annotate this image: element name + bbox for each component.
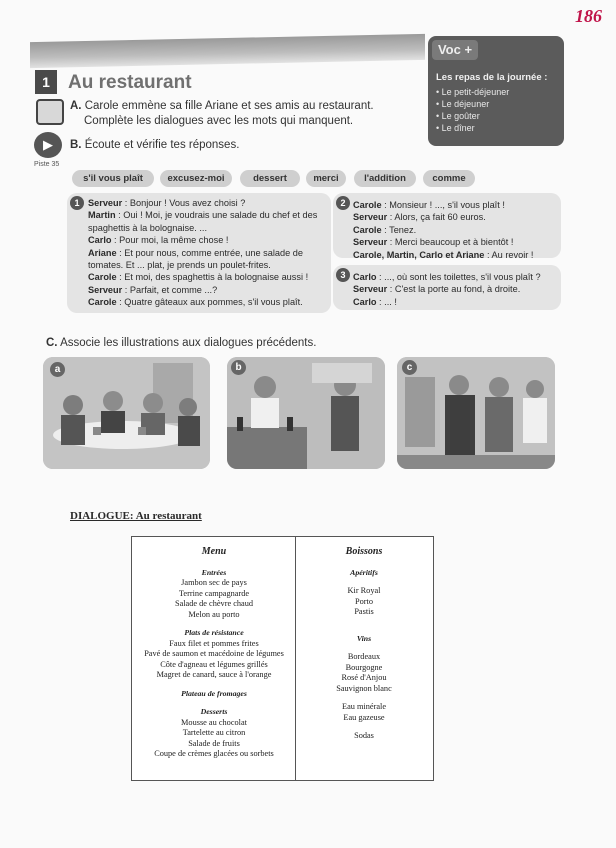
menu-item: Eau minérale [342,702,386,711]
menu-item: Porto [355,596,373,606]
menu-item: Bourgogne [345,662,383,672]
menu-section-title: Entrées [201,567,227,577]
dialogue-line: Carlo : ... ! [353,296,397,307]
illustration-a [43,357,210,469]
dialogue-line: Carole, Martin, Carlo et Ariane : Au revoir ! [353,249,534,260]
menu-item: Magret de canard, sauce à l'orange [156,670,272,679]
dialogue-title: DIALOGUE: Au restaurant [70,510,202,522]
menu-item: Sauvignon blanc [336,683,392,693]
menu-food-column [134,547,294,760]
word-bank-item: comme [423,170,475,187]
instruction-b [70,139,239,151]
word-bank-item: merci [306,170,346,187]
page-number: 186 [575,6,602,26]
vocab-item: • Le petit-déjeuner [436,87,510,97]
menu-section-title: Desserts [200,707,228,716]
lesson-number-badge: 1 [35,70,57,94]
lesson-title: Au restaurant [68,72,192,93]
dialogue-line: Serveur : Parfait, et comme ...? [88,284,218,295]
dialogue-3-number: 3 [336,268,350,282]
dialogue-line: Carole : Et moi, des spaghettis à la bolognaise aussi ! [88,272,309,283]
menu-section-title: Plats de résistance [184,628,244,637]
vocab-item: • Le dîner [436,123,475,133]
illustration-c-label: c [402,360,417,375]
track-label: Piste 35 [34,161,60,168]
dialogue-2-number: 2 [336,196,350,210]
menu-item: Faux filet et pommes frites [169,638,259,648]
illustration-b [227,357,385,469]
instruction-b-text: Écoute et vérifie tes réponses. [84,139,240,151]
cash-desk-illustration [227,357,385,469]
menu-drinks-column [298,547,430,742]
menu-section-title: Plateau de fromages [181,688,247,698]
dialogue-line: Carlo : ..., où sont les toilettes, s'il vous plaît ? [353,272,541,282]
vocab-item: • Le déjeuner [436,99,490,109]
dialogue-line: Martin : Oui ! Moi, je voudrais une salade du chef et des spaghettis à la bolognaise. ... [88,210,318,233]
dialogue-3 [353,271,559,308]
vocab-title: Les repas de la journée : [436,72,548,83]
dialogue-line: Serveur : Alors, ça fait 60 euros. [353,212,486,223]
instruction-b-label: B. [70,139,82,151]
header-band [30,34,425,68]
dialogue-line: Carlo : Pour moi, la même chose ! [88,235,229,246]
menu-item: Eau gazeuse [343,712,385,722]
dialogue-1-number: 1 [70,196,84,210]
illustration-b-label: b [231,360,246,375]
illustration-a-label: a [50,362,65,377]
menu-item: Salade de fruits [188,738,240,748]
menu-section-title: Apéritifs [350,567,378,577]
dialogue-line: Carole : Tenez. [353,224,417,235]
vocab-tag: Voc + [432,40,478,60]
word-bank-item: excusez-moi [160,170,232,187]
instruction-a-line1: Carole emmène sa fille Ariane et ses amis au restaurant. [84,100,374,112]
dialogue-2 [353,199,559,261]
restaurant-table-illustration [43,357,210,469]
word-bank-item: l'addition [354,170,416,187]
menu-item: Terrine campagnarde [178,588,250,598]
menu-title: Menu [201,546,227,557]
menu-divider [295,536,296,780]
vocab-item: • Le goûter [436,111,480,121]
dialogue-line: Serveur : Merci beaucoup et à bientôt ! [353,237,514,248]
menu-item: Salade de chèvre chaud [174,599,254,608]
menu-section-title: Vins [356,633,372,643]
illustration-c [397,357,555,469]
word-bank-item: s'il vous plaît [72,170,154,187]
menu-item: Sodas [354,731,374,740]
menu-item: Côte d'agneau et légumes grillés [160,659,268,669]
menu-item: Rosé d'Anjou [341,673,387,682]
menu-item: Kir Royal [347,586,381,595]
instruction-c-label: C. [46,337,58,349]
dialogue-line: Carole : Monsieur ! ..., s'il vous plaît ! [353,200,505,210]
menu-item: Tartelette au citron [182,728,246,737]
word-bank-item: dessert [240,170,300,187]
menu-title: Boissons [345,546,383,557]
menu-item: Melon au porto [188,609,240,619]
menu-item: Bordeaux [347,652,381,661]
instruction-c [46,337,316,349]
menu-item: Pavé de saumon et macédoine de légumes [144,649,284,658]
dialogue-line: Serveur : C'est la porte au fond, à droite. [353,284,521,295]
menu-item: Mousse au chocolat [181,717,247,727]
dialogue-line: Carole : Quatre gâteaux aux pommes, s'il vous plaît. [88,297,303,308]
dialogue-line: Ariane : Et pour nous, comme entrée, une salade de tomates. Et ... plat, je prends un poulet-frites. [88,247,304,271]
audio-icon[interactable]: ▶ [34,132,62,158]
dialogue-line: Serveur : Bonjour ! Vous avez choisi ? [88,198,246,208]
vocab-list [436,86,509,134]
menu-item: Pastis [354,607,374,616]
instruction-a-line2: Complète les dialogues avec les mots qui manquent. [84,115,354,127]
instruction-a-label: A. [70,100,82,112]
menu-item: Jambon sec de pays [181,578,247,587]
book-icon [36,99,64,125]
menu-item: Coupe de crèmes glacées ou sorbets [154,749,274,758]
instruction-a [70,100,374,112]
dialogue-1 [88,197,326,309]
restaurant-door-illustration [397,357,555,469]
instruction-c-text: Associe les illustrations aux dialogues précédents. [60,337,317,349]
